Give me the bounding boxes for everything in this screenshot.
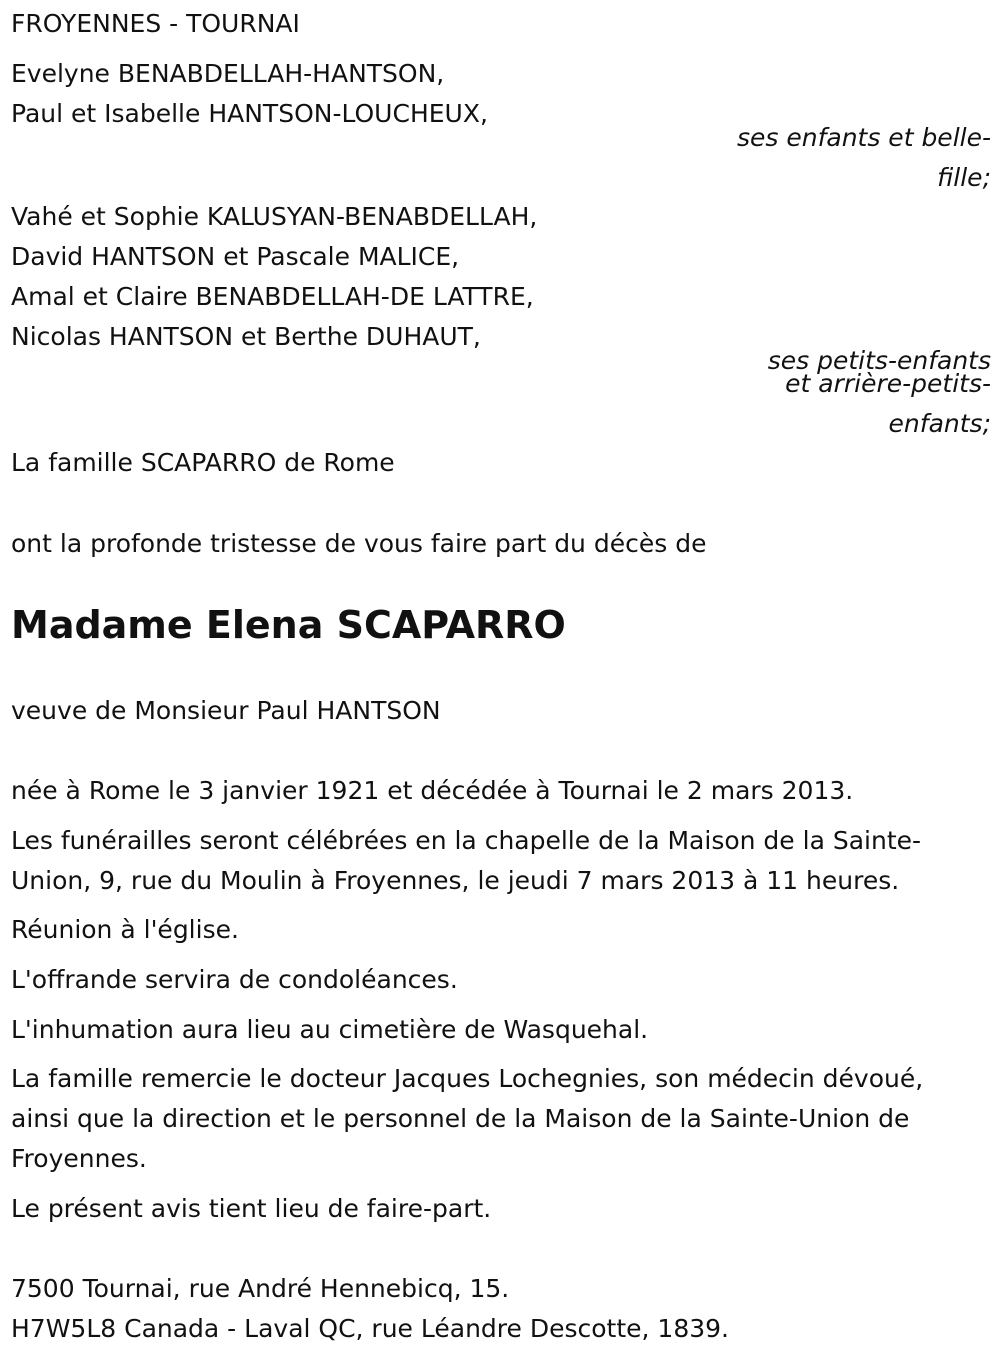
offering-text: L'offrande servira de condoléances.	[11, 965, 458, 994]
relation-label: ses petits-enfants	[767, 346, 991, 375]
thanks-text: ainsi que la direction et le personnel de la Maison de la Sainte-Union de	[11, 1104, 910, 1133]
burial-text: L'inhumation aura lieu au cimetière de Wasquehal.	[11, 1015, 649, 1044]
family-member-line: Evelyne BENABDELLAH-HANTSON,	[11, 59, 445, 88]
announcement-text: ont la profonde tristesse de vous faire part du décès de	[11, 529, 707, 558]
family-member-line: Amal et Claire BENABDELLAH-DE LATTRE,	[11, 282, 534, 311]
notice-text: Le présent avis tient lieu de faire-part.	[11, 1194, 492, 1223]
thanks-text: Froyennes.	[11, 1144, 147, 1173]
reunion-text: Réunion à l'église.	[11, 915, 239, 944]
thanks-text: La famille remercie le docteur Jacques Lochegnies, son médecin dévoué,	[11, 1064, 924, 1093]
relation-label: ses enfants et belle-	[736, 123, 991, 152]
funeral-text: Les funérailles seront célébrées en la chapelle de la Maison de la Sainte-	[11, 826, 922, 855]
widow-of-text: veuve de Monsieur Paul HANTSON	[11, 696, 441, 725]
address-line: 7500 Tournai, rue André Hennebicq, 15.	[11, 1274, 510, 1303]
funeral-text: Union, 9, rue du Moulin à Froyennes, le jeudi 7 mars 2013 à 11 heures.	[11, 866, 900, 895]
relation-label: enfants;	[888, 409, 991, 438]
family-member-line: La famille SCAPARRO de Rome	[11, 448, 395, 477]
family-member-line: Nicolas HANTSON et Berthe DUHAUT,	[11, 322, 481, 351]
family-member-line: Vahé et Sophie KALUSYAN-BENABDELLAH,	[11, 202, 538, 231]
family-member-line: David HANTSON et Pascale MALICE,	[11, 242, 460, 271]
relation-label: fille;	[937, 163, 991, 192]
birth-death-text: née à Rome le 3 janvier 1921 et décédée à Tournai le 2 mars 2013.	[11, 776, 854, 805]
relation-label: et arrière-petits-	[785, 369, 991, 398]
location-heading: FROYENNES - TOURNAI	[11, 9, 300, 38]
family-member-line: Paul et Isabelle HANTSON-LOUCHEUX,	[11, 99, 488, 128]
address-line: H7W5L8 Canada - Laval QC, rue Léandre Descotte, 1839.	[11, 1314, 729, 1343]
deceased-name: Madame Elena SCAPARRO	[11, 603, 566, 647]
